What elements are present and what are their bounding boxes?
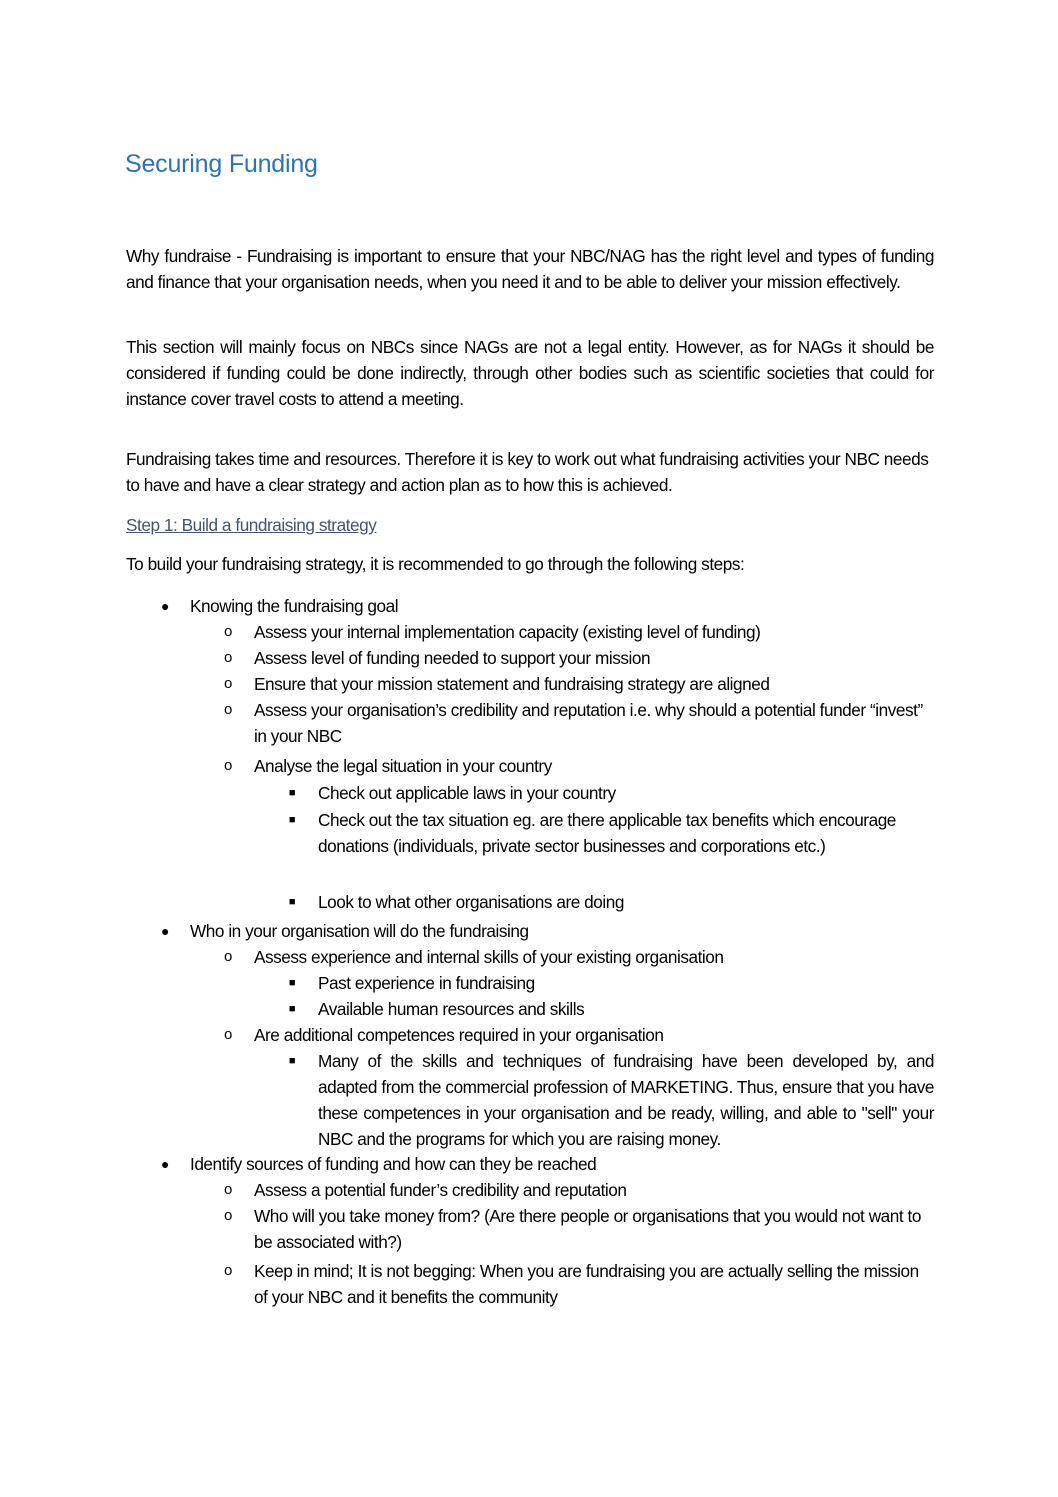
list-item — [224, 671, 934, 697]
list-item-text: Keep in mind; It is not begging: When you are fundraising you are actually selling the mission of your NBC and it benefits the community — [254, 1261, 919, 1307]
bullet-circle-icon: o — [224, 948, 232, 965]
list-item — [224, 619, 934, 645]
bullet-circle-icon: o — [224, 649, 232, 666]
list-item-text: Are additional competences required in your organisation — [254, 1025, 664, 1045]
list-item — [288, 970, 934, 996]
bullet-circle-icon: o — [224, 1262, 232, 1279]
bullet-square-icon: ■ — [288, 977, 296, 989]
bullet-square-icon: ■ — [288, 1055, 296, 1067]
list-item-text: Identify sources of funding and how can they be reached — [190, 1154, 597, 1174]
bullet-circle-icon: o — [224, 701, 232, 718]
list-item — [224, 1203, 934, 1255]
list-item-text: Analyse the legal situation in your country — [254, 756, 552, 776]
list-item — [288, 1048, 934, 1152]
bullet-circle-icon: o — [224, 675, 232, 692]
list-item-text: Ensure that your mission statement and fundraising strategy are aligned — [254, 674, 770, 694]
bullet-circle-icon: o — [224, 757, 232, 774]
bullet-circle-icon: o — [224, 623, 232, 640]
list-item-text: Who in your organisation will do the fundraising — [190, 921, 529, 941]
bullet-dot-icon: ● — [160, 923, 169, 939]
list-item-text: Who will you take money from? (Are there people or organisations that you would not want to be associated with?) — [254, 1206, 921, 1252]
list-item-text: Knowing the fundraising goal — [190, 596, 399, 616]
bullet-square-icon: ■ — [288, 814, 296, 826]
list-item-text: Assess your organisation’s credibility and reputation i.e. why should a potential funder “invest” in your NBC — [254, 700, 923, 746]
list-item — [160, 1151, 934, 1177]
list-item — [224, 944, 934, 970]
list-item — [224, 753, 934, 779]
list-item — [288, 889, 934, 915]
bullet-circle-icon: o — [224, 1181, 232, 1198]
list-item — [160, 593, 934, 619]
list-item-text: Check out applicable laws in your country — [318, 783, 616, 803]
list-item-text: Look to what other organisations are doing — [318, 892, 624, 912]
bullet-circle-icon: o — [224, 1207, 232, 1224]
list-item-text: Assess a potential funder’s credibility and reputation — [254, 1180, 627, 1200]
list-item — [224, 1022, 934, 1048]
page-title: Securing Funding — [125, 150, 318, 178]
list-item-text: Many of the skills and techniques of fundraising have been developed by, and adapted from the commercial profession of MARKETING. Thus, ensure that you have these competences in your organisation and be ready, willing, and able to "sell" your NBC and the programs for which you are raising money. — [318, 1051, 934, 1149]
list-item-text: Past experience in fundraising — [318, 973, 535, 993]
list-item-text: Check out the tax situation eg. are there applicable tax benefits which encourage donations (individuals, private sector businesses and corporations etc.) — [318, 810, 896, 856]
list-item-text: Assess experience and internal skills of your existing organisation — [254, 947, 724, 967]
paragraph-time-resources: Fundraising takes time and resources. Therefore it is key to work out what fundraising activities your NBC needs to have and have a clear strategy and action plan as to how this is achieved. — [126, 449, 929, 495]
list-item — [288, 807, 934, 859]
list-item — [160, 918, 934, 944]
bullet-square-icon: ■ — [288, 1003, 296, 1015]
list-item — [224, 1258, 934, 1310]
list-item — [224, 645, 934, 671]
bullet-dot-icon: ● — [160, 1156, 169, 1172]
bullet-circle-icon: o — [224, 1026, 232, 1043]
list-item — [288, 780, 934, 806]
list-item — [288, 996, 934, 1022]
paragraph-why-fundraise: Why fundraise - Fundraising is important to ensure that your NBC/NAG has the right level and types of funding and finance that your organisation needs, when you need it and to be able to deliver your mission effectively. — [126, 246, 934, 292]
step-1-heading: Step 1: Build a fundraising strategy — [126, 515, 377, 535]
list-item-text: Assess your internal implementation capacity (existing level of funding) — [254, 622, 761, 642]
bullet-dot-icon: ● — [160, 598, 169, 614]
paragraph-section-focus: This section will mainly focus on NBCs since NAGs are not a legal entity. However, as for NAGs it should be considered if funding could be done indirectly, through other bodies such as scientific societies that could for instance cover travel costs to attend a meeting. — [126, 337, 934, 409]
list-item-text: Assess level of funding needed to support your mission — [254, 648, 651, 668]
bullet-square-icon: ■ — [288, 787, 296, 799]
list-item — [224, 1177, 934, 1203]
list-item — [224, 697, 934, 749]
bullet-square-icon: ■ — [288, 896, 296, 908]
paragraph-intro-steps: To build your fundraising strategy, it is recommended to go through the following steps: — [126, 554, 745, 574]
list-item-text: Available human resources and skills — [318, 999, 585, 1019]
